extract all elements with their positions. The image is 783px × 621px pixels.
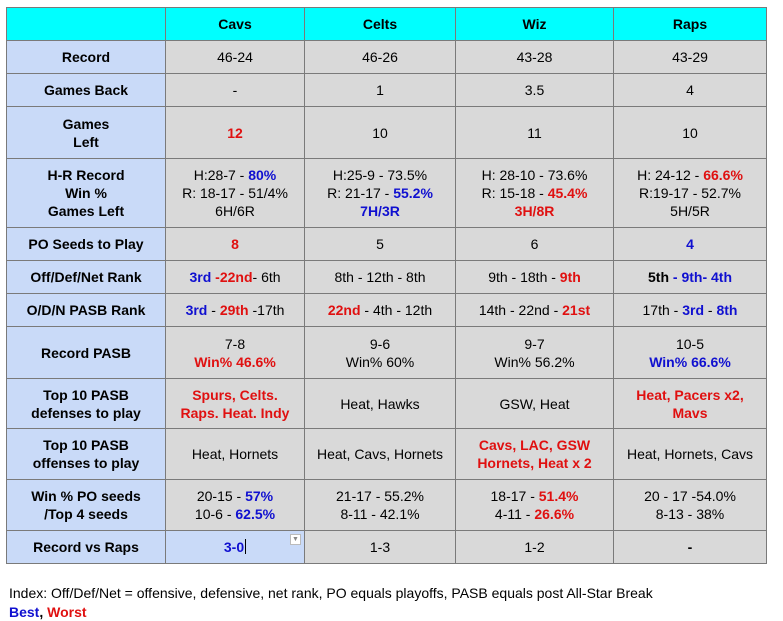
road-record: R: 21-17 - 55.2% <box>327 185 433 201</box>
col-header-raps[interactable]: Raps <box>614 8 767 41</box>
cell-hr-record-cavs[interactable] <box>166 159 305 228</box>
opponents-line: Heat, Pacers x2, <box>636 386 744 403</box>
cell-po-seeds-raps[interactable] <box>614 228 767 261</box>
opponents-line: Cavs, LAC, GSW <box>478 437 591 453</box>
cell-record-celts[interactable]: 46-26 <box>305 41 456 74</box>
pasb-record: 9-6 <box>369 335 391 352</box>
row-label-top10-off[interactable] <box>7 429 166 480</box>
cell-record-pasb-celts[interactable] <box>305 327 456 379</box>
opponents-line: Hornets, Heat x 2 <box>477 455 592 471</box>
cell-odn-pasb-raps[interactable]: 17th - 3rd - 8th <box>614 294 767 327</box>
best-value: 3rd <box>185 302 208 318</box>
cell-win-po-seeds-wiz[interactable] <box>456 480 614 531</box>
legend-best: Best <box>9 604 40 620</box>
row-label-line: Top 10 PASB <box>43 437 129 453</box>
cell-po-seeds-cavs[interactable] <box>166 228 305 261</box>
home-record: H: 28-10 - 73.6% <box>481 167 588 183</box>
text-cursor <box>245 539 246 554</box>
cell-vs-raps-cavs-selected[interactable] <box>166 531 305 564</box>
cell-games-left-wiz[interactable]: 11 <box>456 107 614 159</box>
cell-win-po-seeds-celts[interactable] <box>305 480 456 531</box>
worst-value: 21st <box>562 302 591 318</box>
cell-top10-off-cavs[interactable]: Heat, Hornets <box>166 429 305 480</box>
row-label-line: Win % PO seeds <box>31 488 141 504</box>
top4-seeds-line: 4-11 - 26.6% <box>494 506 575 522</box>
opponents-line: Raps. Heat. Indy <box>180 404 290 421</box>
row-label-line: offenses to play <box>32 455 140 471</box>
worst-value: 22nd <box>219 269 253 285</box>
index-note: Index: Off/Def/Net = offensive, defensive, net rank, PO equals playoffs, PASB equals post All-Star Break <box>9 585 653 601</box>
row-games-back <box>7 74 767 107</box>
games-left-split: 3H/8R <box>514 203 555 219</box>
row-label-vs-raps[interactable]: Record vs Raps <box>7 531 166 564</box>
cell-games-back-raps[interactable]: 4 <box>614 74 767 107</box>
row-label-line: Top 10 PASB <box>43 386 129 403</box>
best-value: 3rd <box>189 269 212 285</box>
col-header-cavs[interactable]: Cavs <box>166 8 305 41</box>
row-label-record-pasb[interactable]: Record PASB <box>7 327 166 379</box>
cell-hr-record-celts[interactable] <box>305 159 456 228</box>
cell-odn-pasb-celts[interactable]: 22nd - 4th - 12th <box>305 294 456 327</box>
cell-off-def-net-celts[interactable]: 8th - 12th - 8th <box>305 261 456 294</box>
cell-top10-def-cavs[interactable] <box>166 379 305 429</box>
cell-games-back-wiz[interactable]: 3.5 <box>456 74 614 107</box>
row-games-left <box>7 107 767 159</box>
worst-value: 51.4% <box>538 488 579 504</box>
po-seeds-line: 21-17 - 55.2% <box>336 488 424 504</box>
opponents-line: Spurs, Celts. <box>192 386 278 403</box>
cell-po-seeds-celts[interactable]: 5 <box>305 228 456 261</box>
row-off-def-net <box>7 261 767 294</box>
row-label-po-seeds[interactable]: PO Seeds to Play <box>7 228 166 261</box>
games-left-split: 6H/6R <box>215 203 255 219</box>
cell-vs-raps-celts[interactable]: 1-3 <box>305 531 456 564</box>
cell-top10-def-celts[interactable]: Heat, Hawks <box>305 379 456 429</box>
best-value: 3-0 <box>223 539 245 555</box>
row-label-line: Games <box>62 115 110 132</box>
cell-off-def-net-raps[interactable]: 5th - 9th- 4th <box>614 261 767 294</box>
pasb-record: 9-7 <box>524 335 545 352</box>
home-record: H: 24-12 - 66.6% <box>637 167 743 183</box>
pasb-win-pct: Win% 66.6% <box>649 353 731 370</box>
games-left-split: 7H/3R <box>360 203 400 219</box>
cell-top10-off-celts[interactable]: Heat, Cavs, Hornets <box>305 429 456 480</box>
cell-top10-off-raps[interactable]: Heat, Hornets, Cavs <box>614 429 767 480</box>
cell-record-cavs[interactable]: 46-24 <box>166 41 305 74</box>
games-left-split: 5H/5R <box>670 203 710 219</box>
cell-top10-def-raps[interactable] <box>614 379 767 429</box>
row-top10-def <box>7 379 767 429</box>
cell-off-def-net-wiz[interactable]: 9th - 18th - 9th <box>456 261 614 294</box>
cell-po-seeds-wiz[interactable]: 6 <box>456 228 614 261</box>
best-value: 57% <box>245 488 274 504</box>
row-po-seeds <box>7 228 767 261</box>
cell-off-def-net-cavs[interactable]: 3rd -22nd- 6th <box>166 261 305 294</box>
row-label-games-back[interactable]: Games Back <box>7 74 166 107</box>
pasb-win-pct: Win% 46.6% <box>194 353 276 370</box>
row-label-win-po-seeds[interactable] <box>7 480 166 531</box>
home-record: H:25-9 - 73.5% <box>332 167 428 183</box>
cell-record-pasb-raps[interactable] <box>614 327 767 379</box>
row-label-off-def-net[interactable]: Off/Def/Net Rank <box>7 261 166 294</box>
cell-top10-off-wiz[interactable] <box>456 429 614 480</box>
worst-value: 29th <box>219 302 249 318</box>
road-record: R: 15-18 - 45.4% <box>481 185 588 201</box>
best-value: 4 <box>686 236 694 252</box>
legend-separator: , <box>39 604 48 620</box>
row-label-odn-pasb[interactable]: O/D/N PASB Rank <box>7 294 166 327</box>
cell-odn-pasb-cavs[interactable]: 3rd - 29th -17th <box>166 294 305 327</box>
legend <box>9 603 87 621</box>
best-value: 62.5% <box>235 506 276 522</box>
best-value: 55.2% <box>393 185 433 201</box>
home-record: H:28-7 - 80% <box>193 167 277 183</box>
po-seeds-line: 18-17 - 51.4% <box>490 488 579 504</box>
cell-games-left-cavs[interactable] <box>166 107 305 159</box>
cell-win-po-seeds-raps[interactable] <box>614 480 767 531</box>
row-hr-record <box>7 159 767 228</box>
cell-games-left-raps[interactable]: 10 <box>614 107 767 159</box>
worst-value: 45.4% <box>547 185 588 201</box>
worst-value: 8 <box>231 236 239 252</box>
row-top10-off <box>7 429 767 480</box>
worst-value: 26.6% <box>534 506 575 522</box>
pasb-win-pct: Win% 60% <box>345 353 415 370</box>
row-label-line: Games Left <box>47 203 125 219</box>
dropdown-arrow-icon[interactable]: ▼ <box>290 534 301 545</box>
cell-games-back-celts[interactable]: 1 <box>305 74 456 107</box>
cell-games-left-celts[interactable]: 10 <box>305 107 456 159</box>
road-record: R:19-17 - 52.7% <box>639 185 741 201</box>
cell-hr-record-raps[interactable] <box>614 159 767 228</box>
row-label-line: H-R Record <box>47 167 125 183</box>
top4-seeds-line: 8-11 - 42.1% <box>340 506 420 522</box>
cell-top10-def-wiz[interactable]: GSW, Heat <box>456 379 614 429</box>
row-label-top10-def[interactable] <box>7 379 166 429</box>
road-record: R: 18-17 - 51/4% <box>182 185 288 201</box>
row-label-hr-record[interactable] <box>7 159 166 228</box>
row-label-games-left[interactable] <box>7 107 166 159</box>
cell-hr-record-wiz[interactable] <box>456 159 614 228</box>
row-odn-pasb <box>7 294 767 327</box>
pasb-record: 10-5 <box>675 335 705 352</box>
cell-odn-pasb-wiz[interactable]: 14th - 22nd - 21st <box>456 294 614 327</box>
worst-value: 12 <box>227 124 243 141</box>
cell-games-back-cavs[interactable]: - <box>166 74 305 107</box>
row-label-line: defenses to play <box>31 404 141 421</box>
worst-value: 22nd <box>327 302 361 318</box>
corner-cell[interactable] <box>7 8 166 41</box>
best-value: 8th <box>716 302 738 318</box>
row-label-line: Left <box>73 133 99 150</box>
worst-value: 9th <box>559 269 581 285</box>
cell-win-po-seeds-cavs[interactable] <box>166 480 305 531</box>
top4-seeds-line: 8-13 - 38% <box>655 506 725 522</box>
pasb-record: 7-8 <box>224 335 246 352</box>
top4-seeds-line: 10-6 - 62.5% <box>194 506 276 522</box>
cell-vs-raps-wiz[interactable]: 1-2 <box>456 531 614 564</box>
cell-vs-raps-raps[interactable]: - <box>614 531 767 564</box>
row-label-record[interactable]: Record <box>7 41 166 74</box>
opponents-line: Mavs <box>672 404 708 421</box>
best-value: 3rd <box>682 302 705 318</box>
best-value: - 9th- 4th <box>669 269 732 285</box>
row-win-po-seeds <box>7 480 767 531</box>
col-header-celts[interactable]: Celts <box>305 8 456 41</box>
row-record <box>7 41 767 74</box>
col-header-wiz[interactable]: Wiz <box>456 8 614 41</box>
cell-record-pasb-cavs[interactable] <box>166 327 305 379</box>
legend-worst: Worst <box>47 604 87 620</box>
cell-record-raps[interactable]: 43-29 <box>614 41 767 74</box>
po-seeds-line: 20-15 - 57% <box>196 488 274 504</box>
pasb-win-pct: Win% 56.2% <box>494 353 575 370</box>
po-seeds-line: 20 - 17 -54.0% <box>644 488 736 504</box>
cell-record-wiz[interactable]: 43-28 <box>456 41 614 74</box>
row-record-pasb <box>7 327 767 379</box>
worst-value: 66.6% <box>703 167 743 183</box>
header-row <box>7 8 767 41</box>
row-label-line: /Top 4 seeds <box>44 506 128 522</box>
cell-record-pasb-wiz[interactable] <box>456 327 614 379</box>
comparison-table <box>6 7 767 564</box>
row-vs-raps <box>7 531 767 564</box>
row-label-line: Win % <box>65 185 107 201</box>
best-value: 80% <box>248 167 277 183</box>
